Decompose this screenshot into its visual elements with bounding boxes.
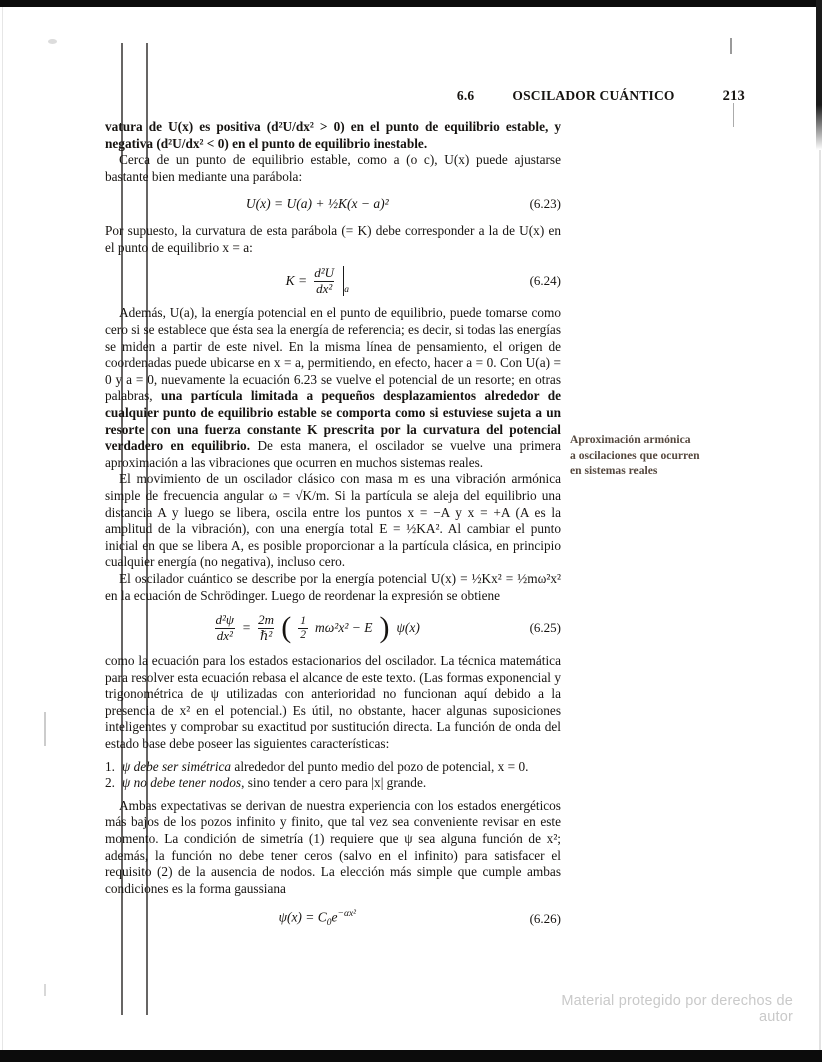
equation-6-25 <box>105 613 561 644</box>
equation-6-25-body <box>105 613 530 644</box>
eq26-exponent: −αx² <box>337 909 357 920</box>
equation-6-24-number: (6.24) <box>529 272 561 288</box>
equation-6-23 <box>105 194 561 214</box>
scan-left-edge-line <box>2 7 3 1050</box>
eq25-equals: = <box>241 620 251 636</box>
margin-note-line: Aproximación armónica <box>570 433 691 446</box>
scan-bottom-bar <box>0 1050 822 1062</box>
running-head <box>0 88 745 105</box>
eq25-psi-factor: ψ(x) <box>396 620 420 636</box>
eq25-half-fraction: $\frac{1}{2}$ <box>300 615 307 642</box>
ground-state-conditions-list <box>105 759 561 792</box>
scan-dash-artifact <box>44 712 46 746</box>
emphasis-simetrica: simétrica <box>181 758 232 774</box>
eq24-evaluation-bar: a <box>343 266 349 296</box>
scan-smudge-artifact <box>48 39 57 44</box>
scan-dash-artifact <box>44 984 46 996</box>
eq26-lhs: $\psi(x) = C_0e^{-\alpha x^2}$ <box>278 909 357 929</box>
equation-6-26 <box>105 906 561 932</box>
text-column <box>105 119 561 941</box>
eq25-close-paren: ) <box>379 611 390 645</box>
section-number: 6.6 <box>456 88 475 103</box>
paragraph-parabola: Cerca de un punto de equilibrio estable, como a (o c), U(x) puede ajustarse bastante bien mediante una parábola: <box>105 152 561 184</box>
equation-6-25-number: (6.25) <box>529 620 561 636</box>
list-item: 2. ψ no debe tener nodos, sino tender a cero para |x| grande. <box>105 775 427 791</box>
section-title: OSCILADOR CUÁNTICO <box>512 88 675 103</box>
paragraph-curvatura: Por supuesto, la curvatura de esta parábola (= K) debe corresponder a la de U(x) en el punto de equilibrio x = a: <box>105 223 561 255</box>
emphasis-no-nodos: no debe tener nodos <box>133 775 242 791</box>
eq25-coefficient-fraction: $\frac{2m}{\text{ℏ²}}$ <box>258 612 275 644</box>
eq25-open-paren: ( <box>281 611 292 645</box>
equation-6-24-body <box>105 266 530 297</box>
paragraph-energia-referencia: Además, U(a), la energía potencial en el punto de equilibrio, puede tomarse como cero si se establece que ésta sea la energía de referencia; es decir, si todas las energías se miden a partir de este nivel. En la misma línea de pensamiento, el origen de coordenadas puede ubicarse en x = a, permitiendo, en efecto, hacer a = 0. Con U(a) = 0 y a = 0, nuevamente la ecuación 6.23 se vuelve el potencial de un resorte; en otras palabras, una partícula limitada a pequeños desplazamientos alrededor de cualquier punto de equilibrio estable se comporta como si estuviese sujeta a un resorte con una fuerza constante K prescrita por la curvatura del potencial verdadero en equilibrio. De esta manera, el oscilador se vuelve una primera aproximación a las vibraciones que ocurren en muchos sistemas reales. <box>105 305 561 470</box>
margin-note-line: a oscilaciones que ocurren <box>570 448 700 462</box>
scan-dash-artifact <box>733 103 734 127</box>
bold-key-statement: una partícula limitada a pequeños desplazamientos alrededor de cualquier punto de equilibrio estable se comporta como si estuviese sujeta a un resorte con una fuerza constante K prescrita por la curvatura del potencial verdadero en equilibrio. <box>105 388 561 454</box>
paragraph-ambas-expectativas: Ambas expectativas se derivan de nuestra experiencia con los estados energéticos más bajos de los pozos infinito y finito, que tal vez sea conveniente revisar en este momento. La condición de simetría (1) requiere que ψ sea alguna función de x²; además, la función no debe tener ceros (salvo en el infinito) para satisfacer el requisito (2) de la ausencia de nodos. La elección más simple que cumple ambas condiciones es la forma gaussiana <box>105 797 561 896</box>
paragraph-oscilador-cuantico: El oscilador cuántico se describe por la energía potencial U(x) = ½Kx² = ½mω²x² en la ecuación de Schrödinger. Luego de reordenar la expresión se obtiene <box>105 570 561 603</box>
paragraph-continuation-bold: vatura de U(x) es positiva (d²U/dx² > 0) en el punto de equilibrio estable, y negativa (d²U/dx² < 0) en el punto de equilibrio inestable. <box>105 119 561 151</box>
equation-6-23-body: U(x) = U(a) + ½K(x − a)² <box>245 196 389 212</box>
scan-top-bar <box>0 0 822 7</box>
paragraph-estados-estacionarios: como la ecuación para los estados estacionarios del oscilador. La técnica matemática para resolver esta ecuación rebasa el alcance de este texto. (Las formas exponencial y trigonométrica de ψ utilizadas con anterioridad no funcionan aquí debido a la presencia de x² en el potencial.) Es útil, no obstante, hacer algunas suposiciones inteligentes y comprobar su exactitud por sustitución directa. La función de onda del estado base debe poseer las siguientes características: <box>105 653 561 751</box>
equation-6-24 <box>105 266 561 297</box>
paragraph-oscilador-clasico: El movimiento de un oscilador clásico con masa m es una vibración armónica simple de frecuencia angular ω = √K/m. Si la partícula se aleja del equilibrio una distancia A y luego se libera, oscila entre los puntos x = −A y x = +A (A es la amplitud de la vibración), con una energía total E = ½KA². Al cambiar el punto inicial en que se libera A, es posible proporcionar a la partícula clásica, en principio cualquier energía (no negativa), incluso cero. <box>105 471 561 570</box>
list-item: 1. ψ debe ser simétrica alrededor del punto medio del pozo de potencial, x = 0. <box>105 758 529 774</box>
list-item-number: 2. <box>105 775 115 791</box>
copyright-watermark: Material protegido por derechos de autor <box>561 993 793 1025</box>
scan-right-edge-dark <box>816 0 822 150</box>
eq24-lhs: K = <box>285 272 308 288</box>
equation-6-23-number: (6.23) <box>529 196 561 212</box>
scan-dash-artifact <box>730 38 732 54</box>
equation-6-26-body <box>105 906 530 932</box>
margin-note <box>570 432 740 479</box>
list-item-number: 1. <box>105 758 115 774</box>
eq25-inner-terms: mω²x² − E <box>315 620 373 636</box>
scan-right-edge-line <box>819 150 821 1050</box>
margin-note-line: en sistemas reales <box>570 464 658 478</box>
equation-6-26-number: (6.26) <box>529 910 561 926</box>
eq25-lhs-fraction: $\frac{\text{d²ψ}}{\text{dx²}}$ <box>215 612 235 644</box>
page-number: 213 <box>722 88 745 104</box>
eq24-fraction: $\frac{\text{d²U}}{\text{dx²}}$ <box>314 264 335 296</box>
